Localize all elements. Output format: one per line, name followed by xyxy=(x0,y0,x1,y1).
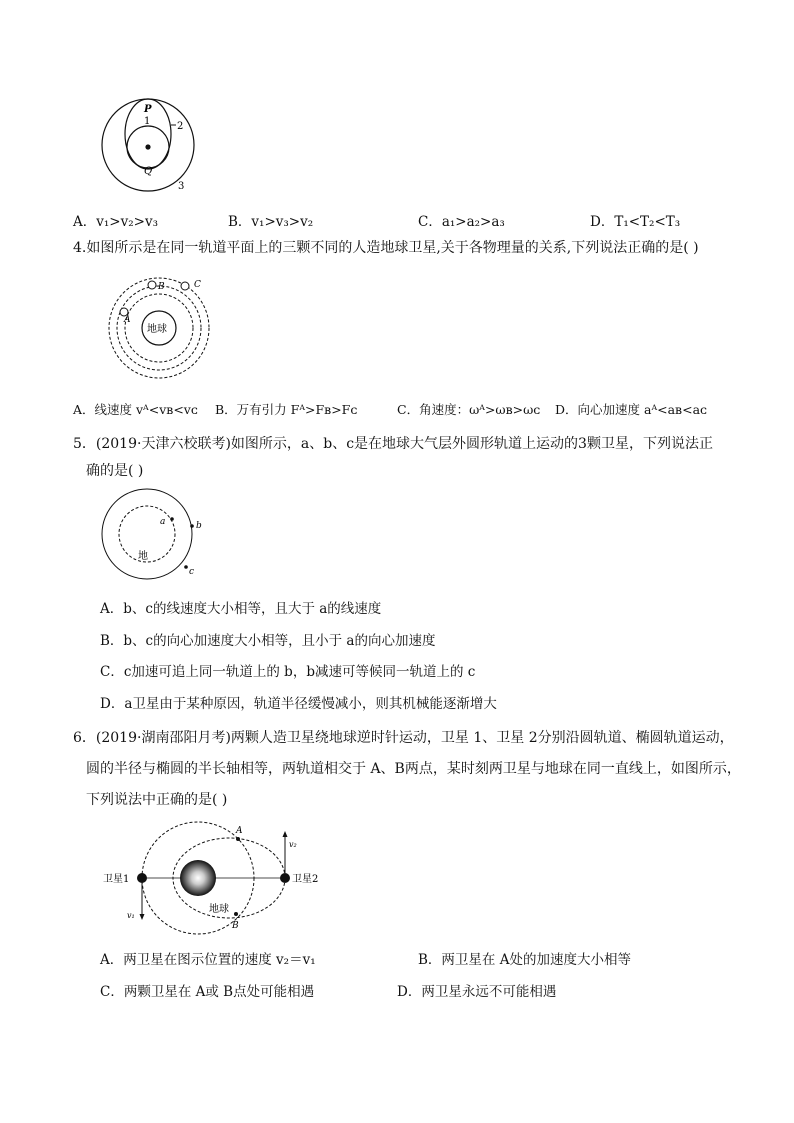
q4-option-a[interactable]: A．线速度 vᴬ<vʙ<vᴄ xyxy=(73,402,198,417)
outer-orbit xyxy=(102,489,195,579)
label-B: B xyxy=(158,282,165,292)
satellite-b xyxy=(190,524,194,528)
q4-stem: 4.如图所示是在同一轨道平面上的三颗不同的人造地球卫星,关于各物理量的关系,下列说法正确的是( ) xyxy=(73,240,699,256)
earth-label: 地 xyxy=(138,551,148,562)
q6-orbit-diagram xyxy=(95,820,345,938)
q4-option-b[interactable]: B．万有引力 Fᴬ>Fʙ>Fᴄ xyxy=(215,402,358,417)
q5-option-a[interactable]: A．b、c的线速度大小相等，且大于 a的线速度 xyxy=(100,601,382,617)
label-A: A xyxy=(236,826,243,836)
q5-stem-line2: 确的是( ) xyxy=(86,463,144,479)
q3-option-c[interactable]: C．a₁>a₂>a₃ xyxy=(418,214,505,230)
q6-stem-line2: 圆的半径与椭圆的半长轴相等，两轨道相交于 A、B两点，某时刻两卫星与地球在同一直线上，如图所示， xyxy=(86,761,741,777)
earth xyxy=(180,860,216,896)
label-P: P xyxy=(144,104,152,115)
satellite-b xyxy=(148,281,156,289)
q6-option-d[interactable]: D．两卫星永远不可能相遇 xyxy=(397,984,557,1000)
q5-option-c[interactable]: C．c加速可追上同一轨道上的 b，b减速可等候同一轨道上的 c xyxy=(100,664,476,680)
q3-orbit-diagram xyxy=(95,92,210,202)
q4-option-d[interactable]: D．向心加速度 aᴬ<aʙ<aᴄ xyxy=(555,402,708,417)
v1-label: v₁ xyxy=(127,911,135,920)
label-c: c xyxy=(189,567,195,577)
label-b: b xyxy=(196,521,202,531)
label-1: 1 xyxy=(144,116,151,127)
q4-satellite-diagram xyxy=(102,272,217,387)
satellite-c xyxy=(181,282,189,290)
label-2: 2 xyxy=(177,121,184,132)
label-a: a xyxy=(160,517,166,527)
label-A: A xyxy=(124,315,131,325)
q5-stem-line1: 5．(2019·天津六校联考)如图所示，a、b、c是在地球大气层外圆形轨道上运动的3颗卫星，下列说法正 xyxy=(73,436,713,452)
earth-dot xyxy=(145,144,150,149)
q5-satellite-diagram xyxy=(100,488,210,583)
earth-label: 地球 xyxy=(147,324,167,335)
earth-label: 地球 xyxy=(209,904,229,915)
q6-option-b[interactable]: B．两卫星在 A处的加速度大小相等 xyxy=(418,952,631,968)
point-B xyxy=(234,912,238,916)
label-Q: Q xyxy=(144,166,153,177)
q6-option-a[interactable]: A．两卫星在图示位置的速度 v₂＝v₁ xyxy=(100,952,316,968)
v2-label: v₂ xyxy=(289,840,297,849)
q6-stem-line1: 6．(2019·湖南邵阳月考)两颗人造卫星绕地球逆时针运动，卫星 1、卫星 2分别沿圆轨道、椭圆轨道运动， xyxy=(73,730,734,746)
satellite-2 xyxy=(280,873,290,883)
satellite-a xyxy=(170,517,174,521)
label-3: 3 xyxy=(178,181,185,192)
q3-option-d[interactable]: D．T₁<T₂<T₃ xyxy=(590,214,681,230)
sat2-label: 卫星2 xyxy=(292,874,319,885)
q3-option-a[interactable]: A．v₁>v₂>v₃ xyxy=(73,214,158,230)
point-A xyxy=(236,837,240,841)
q5-option-b[interactable]: B．b、c的向心加速度大小相等，且小于 a的向心加速度 xyxy=(100,633,436,649)
q4-option-c[interactable]: C．角速度：ωᴬ>ωʙ>ωᴄ xyxy=(397,402,541,417)
label-B: B xyxy=(232,921,239,931)
q6-option-c[interactable]: C．两颗卫星在 A或 B点处可能相遇 xyxy=(100,984,315,1000)
label-C: C xyxy=(194,280,201,290)
sat1-label: 卫星1 xyxy=(103,874,130,885)
q5-option-d[interactable]: D．a卫星由于某种原因，轨道半径缓慢减小，则其机械能逐渐增大 xyxy=(100,696,497,712)
satellite-c xyxy=(184,565,188,569)
q6-stem-line3: 下列说法中正确的是( ) xyxy=(86,792,228,808)
q3-option-b[interactable]: B．v₁>v₃>v₂ xyxy=(228,214,314,230)
satellite-1 xyxy=(137,873,147,883)
